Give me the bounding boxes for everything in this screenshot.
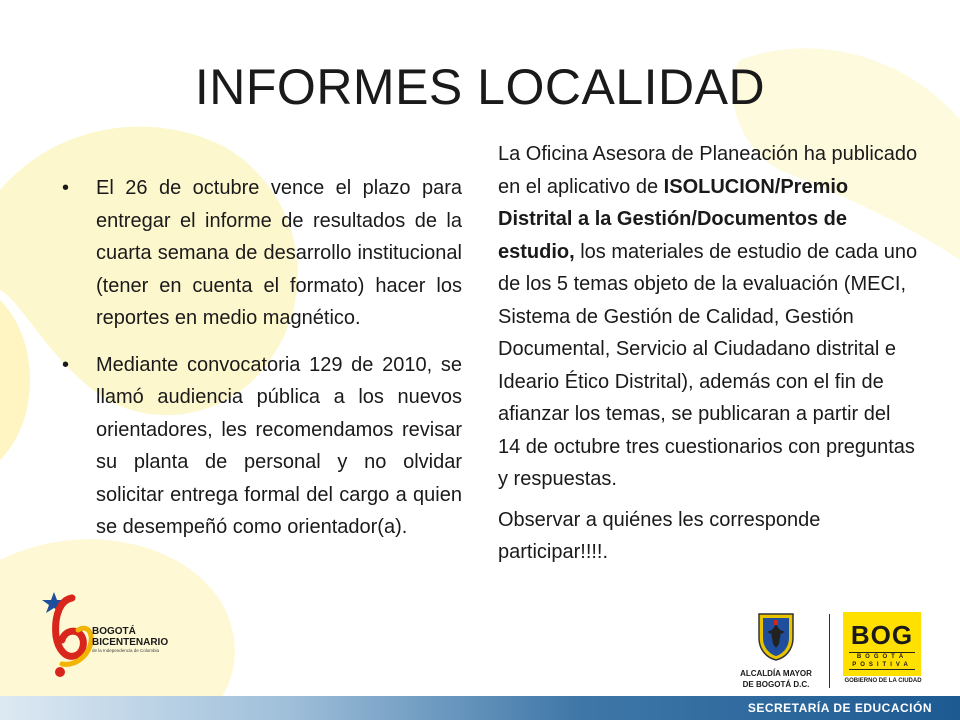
bullet-text: Mediante convocatoria 129 de 2010, se llamó audiencia pública a los nuevos orientadores, les recomendamos revisar su planta de personal y no olvidar solicitar entrega formal del cargo a quien se desempeñó como orientador(a). bbox=[96, 353, 462, 538]
logo-divider bbox=[829, 614, 830, 688]
bullet-item bbox=[58, 172, 462, 335]
bullet-text: El 26 de octubre vence el plazo para entregar el informe de resultados de la cuarta semana de desarrollo institucional (tener en cuenta el formato) hacer los reportes en medio magnético. bbox=[96, 177, 462, 329]
slide-title: INFORMES LOCALIDAD bbox=[194, 59, 766, 115]
alcaldia-line2: DE BOGOTÁ D.C. bbox=[742, 680, 810, 689]
alcaldia-logo bbox=[728, 610, 824, 689]
alcaldia-line1: ALCALDÍA MAYOR bbox=[740, 669, 812, 678]
bog-logo-icon bbox=[843, 612, 921, 676]
bicentenario-line1: BOGOTÁ bbox=[92, 626, 136, 637]
planeacion-paragraph bbox=[498, 138, 918, 496]
paragraph-rest: los materiales de estudio de cada uno de los 5 temas objeto de la evaluación (MECI, Sistema de Gestión de Calidad, Gestión Documental, Servicio al Ciudadano distrital e Ideario Ético Distrital), además con el fin de afianzar los temas, se publicaran a partir del 14 de octubre tres cuestionarios con preguntas y respuestas. bbox=[498, 240, 918, 490]
right-text-column bbox=[498, 138, 918, 577]
escudo-bogota-icon bbox=[751, 610, 801, 662]
bicentenario-line3: de la Independencia de Colombia bbox=[92, 648, 160, 653]
paragraph-bold-path: ISOLUCION/Premio Distrital a la Gestión/Documentos de estudio, bbox=[498, 175, 849, 263]
bullet-list bbox=[58, 172, 462, 558]
bicentenario-text bbox=[92, 626, 168, 654]
footer-bar bbox=[0, 696, 960, 720]
bog-caption: GOBIERNO DE LA CIUDAD bbox=[844, 678, 922, 684]
bicentenario-logo-icon bbox=[40, 590, 96, 682]
bullet-icon: • bbox=[62, 177, 70, 199]
closing-text: Observar a quiénes les corresponde participar!!!!. bbox=[498, 508, 821, 563]
paragraph-intro: La Oficina Asesora de Planeación ha publicado en el aplicativo de bbox=[498, 143, 918, 198]
bullet-icon: • bbox=[62, 353, 70, 376]
bicentenario-line2: BICENTENARIO bbox=[92, 637, 169, 648]
bog-logo-text: BOG bbox=[850, 620, 914, 650]
bog-logo-subtext: BOGOTÁ POSITIVA bbox=[849, 652, 915, 670]
bullet-item bbox=[58, 349, 462, 544]
footer-label: SECRETARÍA DE EDUCACIÓN bbox=[747, 701, 932, 715]
